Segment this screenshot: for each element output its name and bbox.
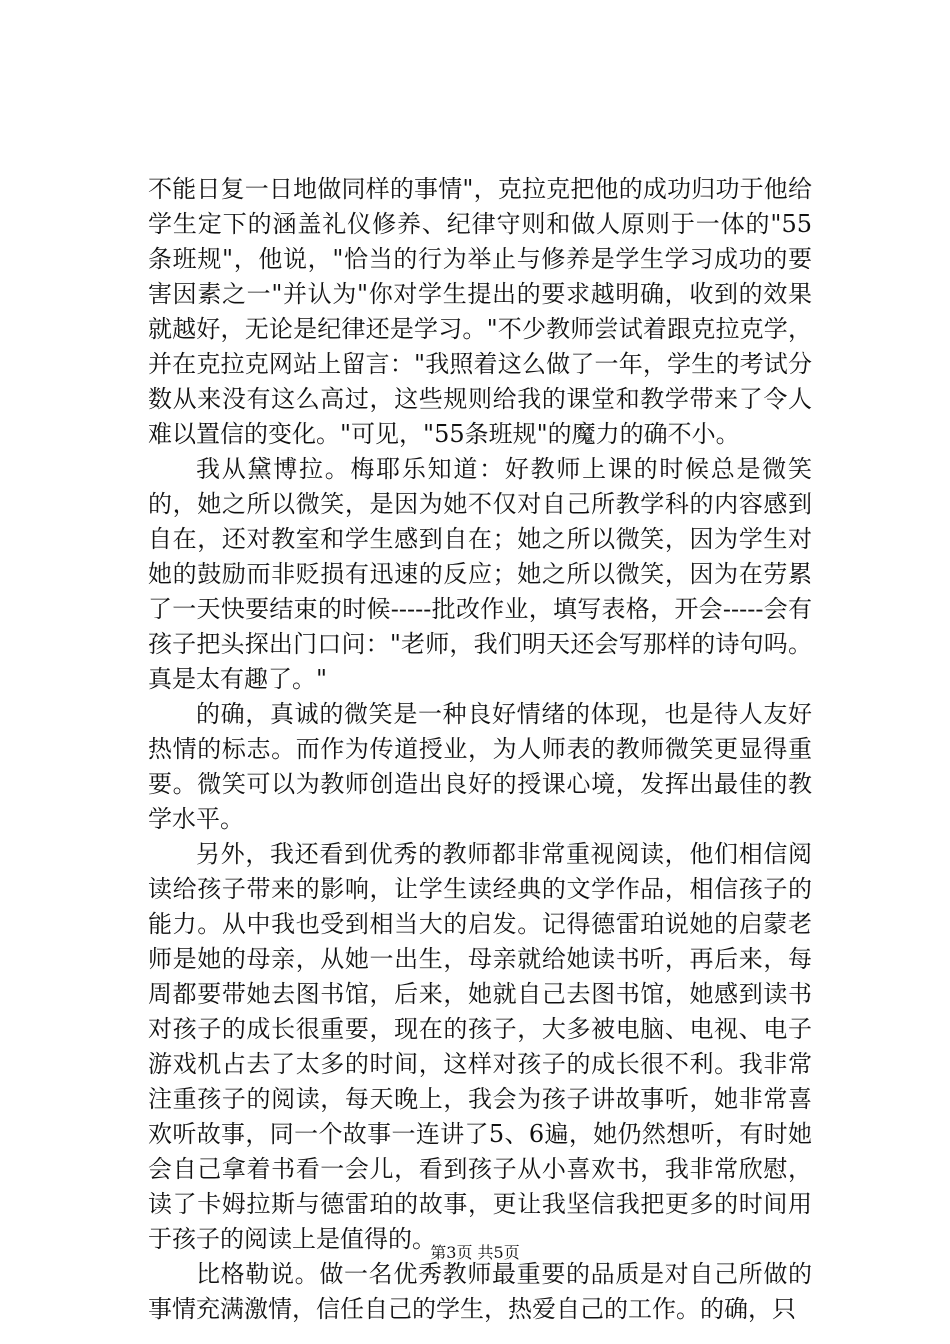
paragraph-continued: 不能日复一日地做同样的事情"，克拉克把他的成功归功于他给学生定下的涵盖礼仪修养、纪律守则和做人原则于一体的"55条班规"，他说，"恰当的行为举止与修养是学生学习成功的要害因素之一"并认为"你对学生提出的要求越明确，收到的效果就越好，无论是纪律还是学习。"不少教师尝试着跟克拉克学，并在克拉克网站上留言："我照着这么做了一年，学生的考试分数从来没有这么高过，这些规则给我的课堂和教学带来了令人难以置信的变化。"可见，"55条班规"的魔力的确不小。	[148, 175, 812, 448]
document-body	[148, 172, 812, 1327]
paragraph-reading: 另外，我还看到优秀的教师都非常重视阅读，他们相信阅读给孩子带来的影响，让学生读经典的文学作品，相信孩子的能力。从中我也受到相当大的启发。记得德雷珀说她的启蒙老师是她的母亲，从她一出生，母亲就给她读书听，再后来，每周都要带她去图书馆，后来，她就自己去图书馆，她感到读书对孩子的成长很重要，现在的孩子，大多被电脑、电视、电子游戏机占去了太多的时间，这样对孩子的成长很不利。我非常注重孩子的阅读，每天晚上，我会为孩子讲故事听，她非常喜欢听故事，同一个故事一连讲了5、6遍，她仍然想听，有时她会自己拿着书看一会儿，看到孩子从小喜欢书，我非常欣慰，读了卡姆拉斯与德雷珀的故事，更让我坚信我把更多的时间用于孩子的阅读上是值得的。	[148, 840, 812, 1253]
paragraph-deborah-meier: 我从黛博拉。梅耶乐知道：好教师上课的时候总是微笑的，她之所以微笑，是因为她不仅对自己所教学科的内容感到自在，还对教室和学生感到自在；她之所以微笑，因为学生对她的鼓励而非贬损有迅速的反应；她之所以微笑，因为在劳累了一天快要结束的时候-----批改作业，填写表格，开会-----会有孩子把头探出门口问："老师，我们明天还会写那样的诗句吗。真是太有趣了。"	[148, 455, 812, 693]
page-number-footer: 第3页 共5页	[430, 1243, 520, 1262]
paragraph-sincere-smile: 的确，真诚的微笑是一种良好情绪的体现，也是待人友好热情的标志。而作为传道授业，为人师表的教师微笑更显得重要。微笑可以为教师创造出良好的授课心境，发挥出最佳的教学水平。	[148, 700, 812, 833]
paragraph-bigler: 比格勒说。做一名优秀教师最重要的品质是对自己所做的事情充满激情，信任自己的学生，热爱自己的工作。的确，只	[148, 1260, 812, 1323]
